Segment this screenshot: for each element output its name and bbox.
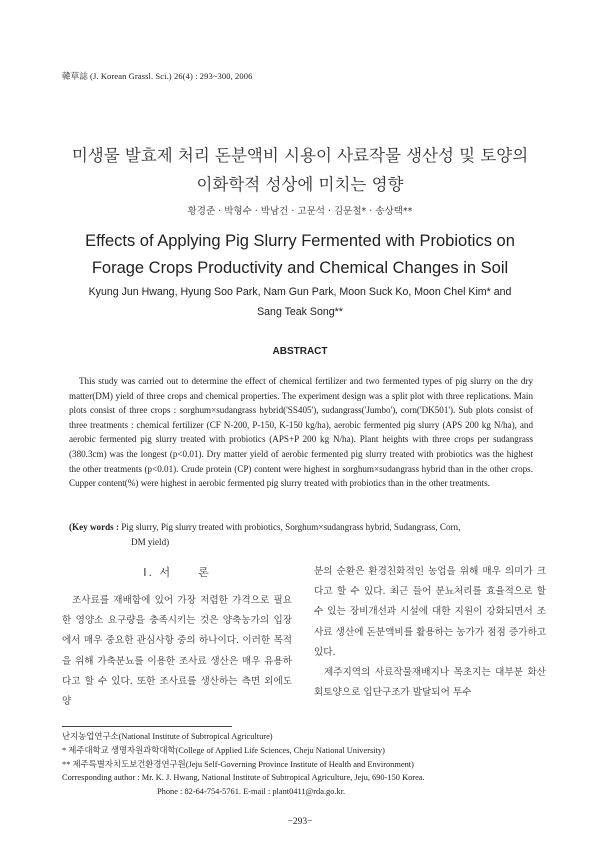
keywords-line1: Pig slurry, Pig slurry treated with probiotics, Sorghum×sudangrass hybrid, Sudangrass, Corn,	[121, 522, 461, 532]
footnote-affiliation-2: * 제주대학교 생명자원과학대학(College of Applied Life Sciences, Cheju National University)	[62, 745, 385, 755]
intro-right-paragraph-1: 분의 순환은 환경친화적인 농업을 위해 매우 의미가 크다고 할 수 있다. 최근 들어 분뇨처리를 효율적으로 할 수 있는 장비개선과 시설에 대한 지원이 강화되면서 조사료 생산에 돈분액비를 활용하는 농가가 점점 증가하고 있다.	[314, 566, 546, 658]
intro-right-paragraph-2: 제주지역의 사료작물재배지나 목초지는 대부분 화산회토양으로 입단구조가 발달되어 투수	[314, 667, 546, 699]
contact-phone-email: Phone : 82-64-754-5761. E-mail : plant0411@rda.go.kr.	[157, 787, 346, 797]
english-authors-line2: Sang Teak Song**	[257, 306, 343, 318]
keywords-line2: DM yield)	[131, 536, 170, 547]
keywords-label: (Key words :	[69, 522, 120, 532]
english-title-line2: Forage Crops Productivity and Chemical Changes in Soil	[91, 259, 509, 277]
right-column	[314, 562, 546, 703]
keywords	[69, 520, 533, 549]
korean-authors: 황경준 · 박형수 · 박남건 · 고문석 · 김문철* · 송상택**	[187, 206, 413, 217]
page-number: −293−	[287, 817, 313, 827]
intro-left-paragraph: 조사료를 재배함에 있어 가장 저렴한 가격으로 필요한 영양소 요구량을 충족시키는 것은 양축농가의 입장에서 매우 중요한 관심사항 중의 하나이다. 이러한 목적을 위해 가축분뇨를 이용한 조사료 생산은 매우 유용하다고 할 수 있다. 또한 조사료를 생산하는 측면 외에도 양	[62, 595, 292, 708]
left-column	[62, 563, 292, 712]
english-authors-line1: Kyung Jun Hwang, Hyung Soo Park, Nam Gun Park, Moon Suck Ko, Moon Chel Kim* and	[88, 286, 512, 298]
footnote-divider	[62, 726, 232, 727]
korean-title-line2: 이화학적 성상에 미치는 영향	[196, 175, 404, 194]
introduction-heading: I. 서 론	[143, 566, 211, 579]
footnote-affiliation-1: 난지농업연구소(National Institute of Subtropical Agriculture)	[62, 732, 273, 741]
footnote-affiliation-3: ** 제주특별자치도보건환경연구원(Jeju Self-Governing Province Institute of Health and Environment)	[62, 759, 414, 769]
korean-title-line1: 미생물 발효제 처리 돈분액비 시용이 사료작물 생산성 및 토양의	[71, 146, 529, 165]
abstract-body: This study was carried out to determine the effect of chemical fertilizer and two fermented types of pig slurry on the dry matter(DM) yield of three crops and chemical properties. The experiment design was a split plot with three replications. Main plots consist of three crops : sorghum×sudangrass hybrid('SS405'), sudangrass('Jumbo'), corn('DK501'). Sub plots consist of three treatments : chemical fertilizer (CF N-200, P-150, K-150 kg/ha), aerobic fermented pig slurry (APS 200 kg N/ha), and aerobic fermented pig slurry treated with probiotics (APS+P 200 kg N/ha). Plant heights with three crops per sudangrass (380.3cm) was the longest (p<0.01). Dry matter yield of aerobic fermented pig slurry treated with probiotics was the highest the other treatments (p<0.01). Crude protein (CP) content were highest in sorghum×sudangrass hybrid than in the other crops. Cupper content(%) were highest in aerobic fermented pig slurry treated with probiotics than in the other treatments.	[69, 376, 533, 489]
journal-header: 韓草誌 (J. Korean Grassl. Sci.) 26(4) : 293~300, 2006	[62, 71, 253, 81]
english-title-line1: Effects of Applying Pig Slurry Fermented with Probiotics on	[85, 232, 515, 250]
corresponding-author: Corresponding author : Mr. K. J. Hwang, National Institute of Subtropical Agriculture, Jeju, 690-150 Korea.	[62, 773, 425, 783]
footnotes	[62, 730, 542, 799]
abstract-heading: ABSTRACT	[272, 346, 328, 357]
